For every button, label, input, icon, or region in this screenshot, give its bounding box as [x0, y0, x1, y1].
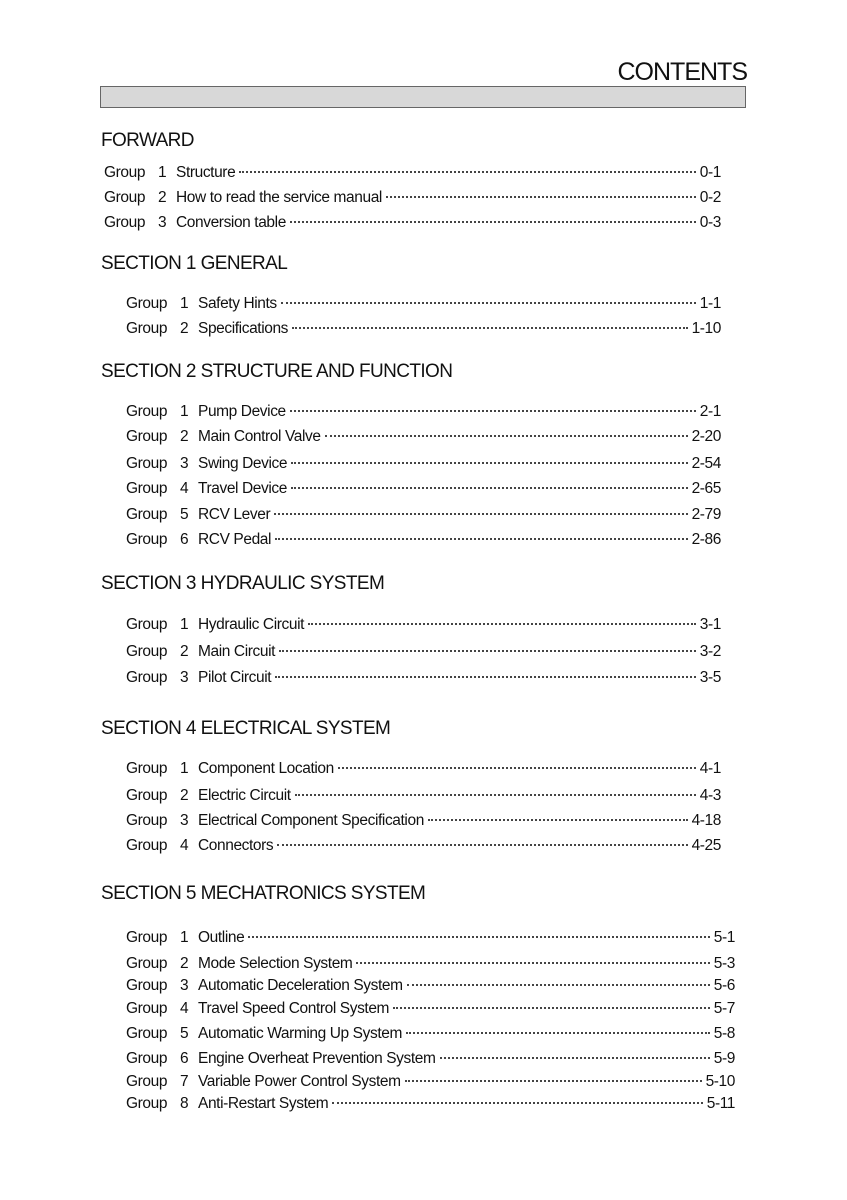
toc-page-number: 5-7: [713, 1000, 735, 1017]
dot-leader: [332, 1102, 703, 1104]
dot-leader: [290, 410, 696, 412]
toc-entry[interactable]: [126, 1095, 735, 1115]
dot-leader: [295, 794, 696, 796]
toc-group-number: 1: [158, 164, 167, 181]
toc-page-number: 5-8: [713, 1025, 735, 1042]
toc-group-label: Group: [126, 506, 168, 523]
toc-group-number: 6: [180, 1050, 189, 1067]
dot-leader: [248, 936, 709, 938]
toc-group-number: 2: [180, 428, 189, 445]
toc-group-label: Group: [126, 1095, 168, 1112]
toc-group-number: 1: [180, 403, 189, 420]
dot-leader: [325, 435, 688, 437]
toc-page-number: 2-54: [691, 455, 721, 472]
toc-group-number: 3: [180, 455, 189, 472]
toc-page-number: 4-25: [691, 837, 721, 854]
toc-group-number: 5: [180, 506, 189, 523]
toc-page-number: 3-1: [699, 616, 721, 633]
toc-group-label: Group: [126, 1050, 168, 1067]
toc-group-number: 3: [158, 214, 167, 231]
toc-entry[interactable]: [104, 189, 721, 209]
toc-page-number: 5-3: [713, 955, 735, 972]
toc-entry[interactable]: [126, 837, 721, 857]
toc-entry-label: RCV Pedal: [198, 531, 272, 548]
dot-leader: [292, 327, 688, 329]
section-title: SECTION 4 ELECTRICAL SYSTEM: [101, 718, 391, 739]
toc-group-label: Group: [104, 214, 146, 231]
toc-entry-label: Electrical Component Specification: [198, 812, 424, 829]
toc-page-number: 2-65: [691, 480, 721, 497]
toc-entry[interactable]: [126, 812, 721, 832]
toc-entry[interactable]: [126, 480, 721, 500]
toc-entry[interactable]: [126, 428, 721, 448]
toc-group-label: Group: [126, 1000, 168, 1017]
toc-group-label: Group: [126, 1025, 168, 1042]
toc-group-number: 2: [180, 787, 189, 804]
toc-group-number: 1: [180, 295, 189, 312]
toc-group-label: Group: [126, 955, 168, 972]
toc-group-label: Group: [126, 977, 168, 994]
toc-entry[interactable]: [126, 531, 721, 551]
toc-page-number: 4-1: [699, 760, 721, 777]
dot-leader: [338, 767, 696, 769]
section-title: SECTION 2 STRUCTURE AND FUNCTION: [101, 361, 453, 382]
toc-entry-label: Pilot Circuit: [198, 669, 272, 686]
toc-entry[interactable]: [104, 164, 721, 184]
toc-entry-label: Component Location: [198, 760, 334, 777]
toc-entry-label: Pump Device: [198, 403, 286, 420]
toc-group-number: 2: [180, 320, 189, 337]
toc-entry[interactable]: [126, 506, 721, 526]
toc-entry-label: Safety Hints: [198, 295, 277, 312]
dot-leader: [428, 819, 688, 821]
toc-group-label: Group: [126, 480, 168, 497]
toc-entry[interactable]: [126, 955, 735, 975]
toc-group-label: Group: [126, 428, 168, 445]
toc-entry-label: Travel Speed Control System: [198, 1000, 390, 1017]
toc-entry-label: Mode Selection System: [198, 955, 353, 972]
toc-group-number: 2: [180, 955, 189, 972]
toc-page-number: 4-3: [699, 787, 721, 804]
toc-group-number: 5: [180, 1025, 189, 1042]
toc-entry-label: How to read the service manual: [176, 189, 382, 206]
dot-leader: [277, 844, 687, 846]
toc-group-label: Group: [104, 189, 146, 206]
dot-leader: [407, 984, 710, 986]
toc-group-number: 8: [180, 1095, 189, 1112]
dot-leader: [274, 513, 687, 515]
toc-entry-label: Electric Circuit: [198, 787, 291, 804]
dot-leader: [308, 623, 696, 625]
toc-page-number: 2-1: [699, 403, 721, 420]
toc-group-label: Group: [126, 295, 168, 312]
toc-entry[interactable]: [126, 403, 721, 423]
toc-entry[interactable]: [126, 669, 721, 689]
section-title: SECTION 1 GENERAL: [101, 253, 288, 274]
toc-group-label: Group: [126, 669, 168, 686]
toc-group-number: 2: [180, 643, 189, 660]
toc-entry[interactable]: [126, 616, 721, 636]
toc-group-label: Group: [126, 837, 168, 854]
toc-group-number: 3: [180, 977, 189, 994]
toc-group-label: Group: [126, 403, 168, 420]
toc-entry-label: Automatic Deceleration System: [198, 977, 403, 994]
toc-page-number: 2-86: [691, 531, 721, 548]
toc-entry-label: Main Control Valve: [198, 428, 321, 445]
toc-page-number: 0-1: [699, 164, 721, 181]
dot-leader: [440, 1057, 710, 1059]
toc-group-label: Group: [126, 320, 168, 337]
toc-entry[interactable]: [126, 320, 721, 340]
toc-group-label: Group: [126, 643, 168, 660]
toc-group-number: 1: [180, 760, 189, 777]
toc-entry-label: Travel Device: [198, 480, 287, 497]
toc-group-number: 4: [180, 1000, 189, 1017]
toc-page-number: 1-10: [691, 320, 721, 337]
dot-leader: [405, 1080, 702, 1082]
dot-leader: [356, 962, 709, 964]
toc-group-label: Group: [126, 760, 168, 777]
toc-group-number: 7: [180, 1073, 189, 1090]
toc-page-number: 3-2: [699, 643, 721, 660]
toc-entry-label: Anti-Restart System: [198, 1095, 329, 1112]
toc-entry[interactable]: [104, 214, 721, 234]
toc-group-label: Group: [126, 787, 168, 804]
dot-leader: [406, 1032, 710, 1034]
toc-entry-label: Connectors: [198, 837, 274, 854]
toc-entry[interactable]: [126, 1073, 735, 1093]
dot-leader: [386, 196, 696, 198]
toc-entry[interactable]: [126, 1025, 735, 1045]
toc-page-number: 2-20: [691, 428, 721, 445]
dot-leader: [239, 171, 696, 173]
toc-group-number: 6: [180, 531, 189, 548]
toc-entry-label: Main Circuit: [198, 643, 276, 660]
toc-group-number: 3: [180, 669, 189, 686]
toc-page-number: 2-79: [691, 506, 721, 523]
dot-leader: [275, 538, 687, 540]
toc-entry[interactable]: [126, 760, 721, 780]
toc-entry-label: Specifications: [198, 320, 289, 337]
toc-page-number: 5-6: [713, 977, 735, 994]
dot-leader: [279, 650, 696, 652]
toc-entry-label: Conversion table: [176, 214, 286, 231]
toc-group-label: Group: [126, 531, 168, 548]
toc-entry[interactable]: [126, 929, 735, 949]
toc-group-number: 1: [180, 616, 189, 633]
section-title: SECTION 3 HYDRAULIC SYSTEM: [101, 573, 385, 594]
toc-entry-label: Structure: [176, 164, 236, 181]
toc-entry[interactable]: [126, 643, 721, 663]
toc-entry-label: Variable Power Control System: [198, 1073, 401, 1090]
toc-group-label: Group: [126, 929, 168, 946]
section-title: FORWARD: [101, 130, 194, 151]
toc-entry-label: Hydraulic Circuit: [198, 616, 305, 633]
toc-entry[interactable]: [126, 1000, 735, 1020]
dot-leader: [291, 462, 687, 464]
toc-group-number: 3: [180, 812, 189, 829]
toc-entry[interactable]: [126, 787, 721, 807]
toc-group-label: Group: [126, 455, 168, 472]
dot-leader: [393, 1007, 710, 1009]
toc-group-number: 2: [158, 189, 167, 206]
dot-leader: [290, 221, 696, 223]
toc-group-number: 4: [180, 837, 189, 854]
toc-page-number: 0-3: [699, 214, 721, 231]
toc-group-label: Group: [126, 1073, 168, 1090]
dot-leader: [281, 302, 696, 304]
toc-entry-label: Automatic Warming Up System: [198, 1025, 402, 1042]
toc-group-number: 1: [180, 929, 189, 946]
toc-page-number: 5-10: [705, 1073, 735, 1090]
toc-entry-label: Engine Overheat Prevention System: [198, 1050, 436, 1067]
toc-entry[interactable]: [126, 977, 735, 997]
toc-group-label: Group: [126, 616, 168, 633]
page-title: CONTENTS: [617, 58, 747, 86]
toc-page-number: 4-18: [691, 812, 721, 829]
toc-entry[interactable]: [126, 455, 721, 475]
toc-group-label: Group: [104, 164, 146, 181]
section-title: SECTION 5 MECHATRONICS SYSTEM: [101, 883, 426, 904]
toc-entry[interactable]: [126, 1050, 735, 1070]
toc-group-label: Group: [126, 812, 168, 829]
dot-leader: [275, 676, 696, 678]
toc-page-number: 5-9: [713, 1050, 735, 1067]
toc-entry-label: Outline: [198, 929, 245, 946]
toc-page-number: 0-2: [699, 189, 721, 206]
dot-leader: [291, 487, 688, 489]
toc-entry-label: Swing Device: [198, 455, 288, 472]
title-bar: [100, 86, 746, 108]
toc-entry[interactable]: [126, 295, 721, 315]
toc-page-number: 3-5: [699, 669, 721, 686]
toc-page-number: 1-1: [699, 295, 721, 312]
toc-page-number: 5-11: [706, 1095, 735, 1112]
toc-entry-label: RCV Lever: [198, 506, 271, 523]
toc-page-number: 5-1: [713, 929, 735, 946]
toc-group-number: 4: [180, 480, 189, 497]
